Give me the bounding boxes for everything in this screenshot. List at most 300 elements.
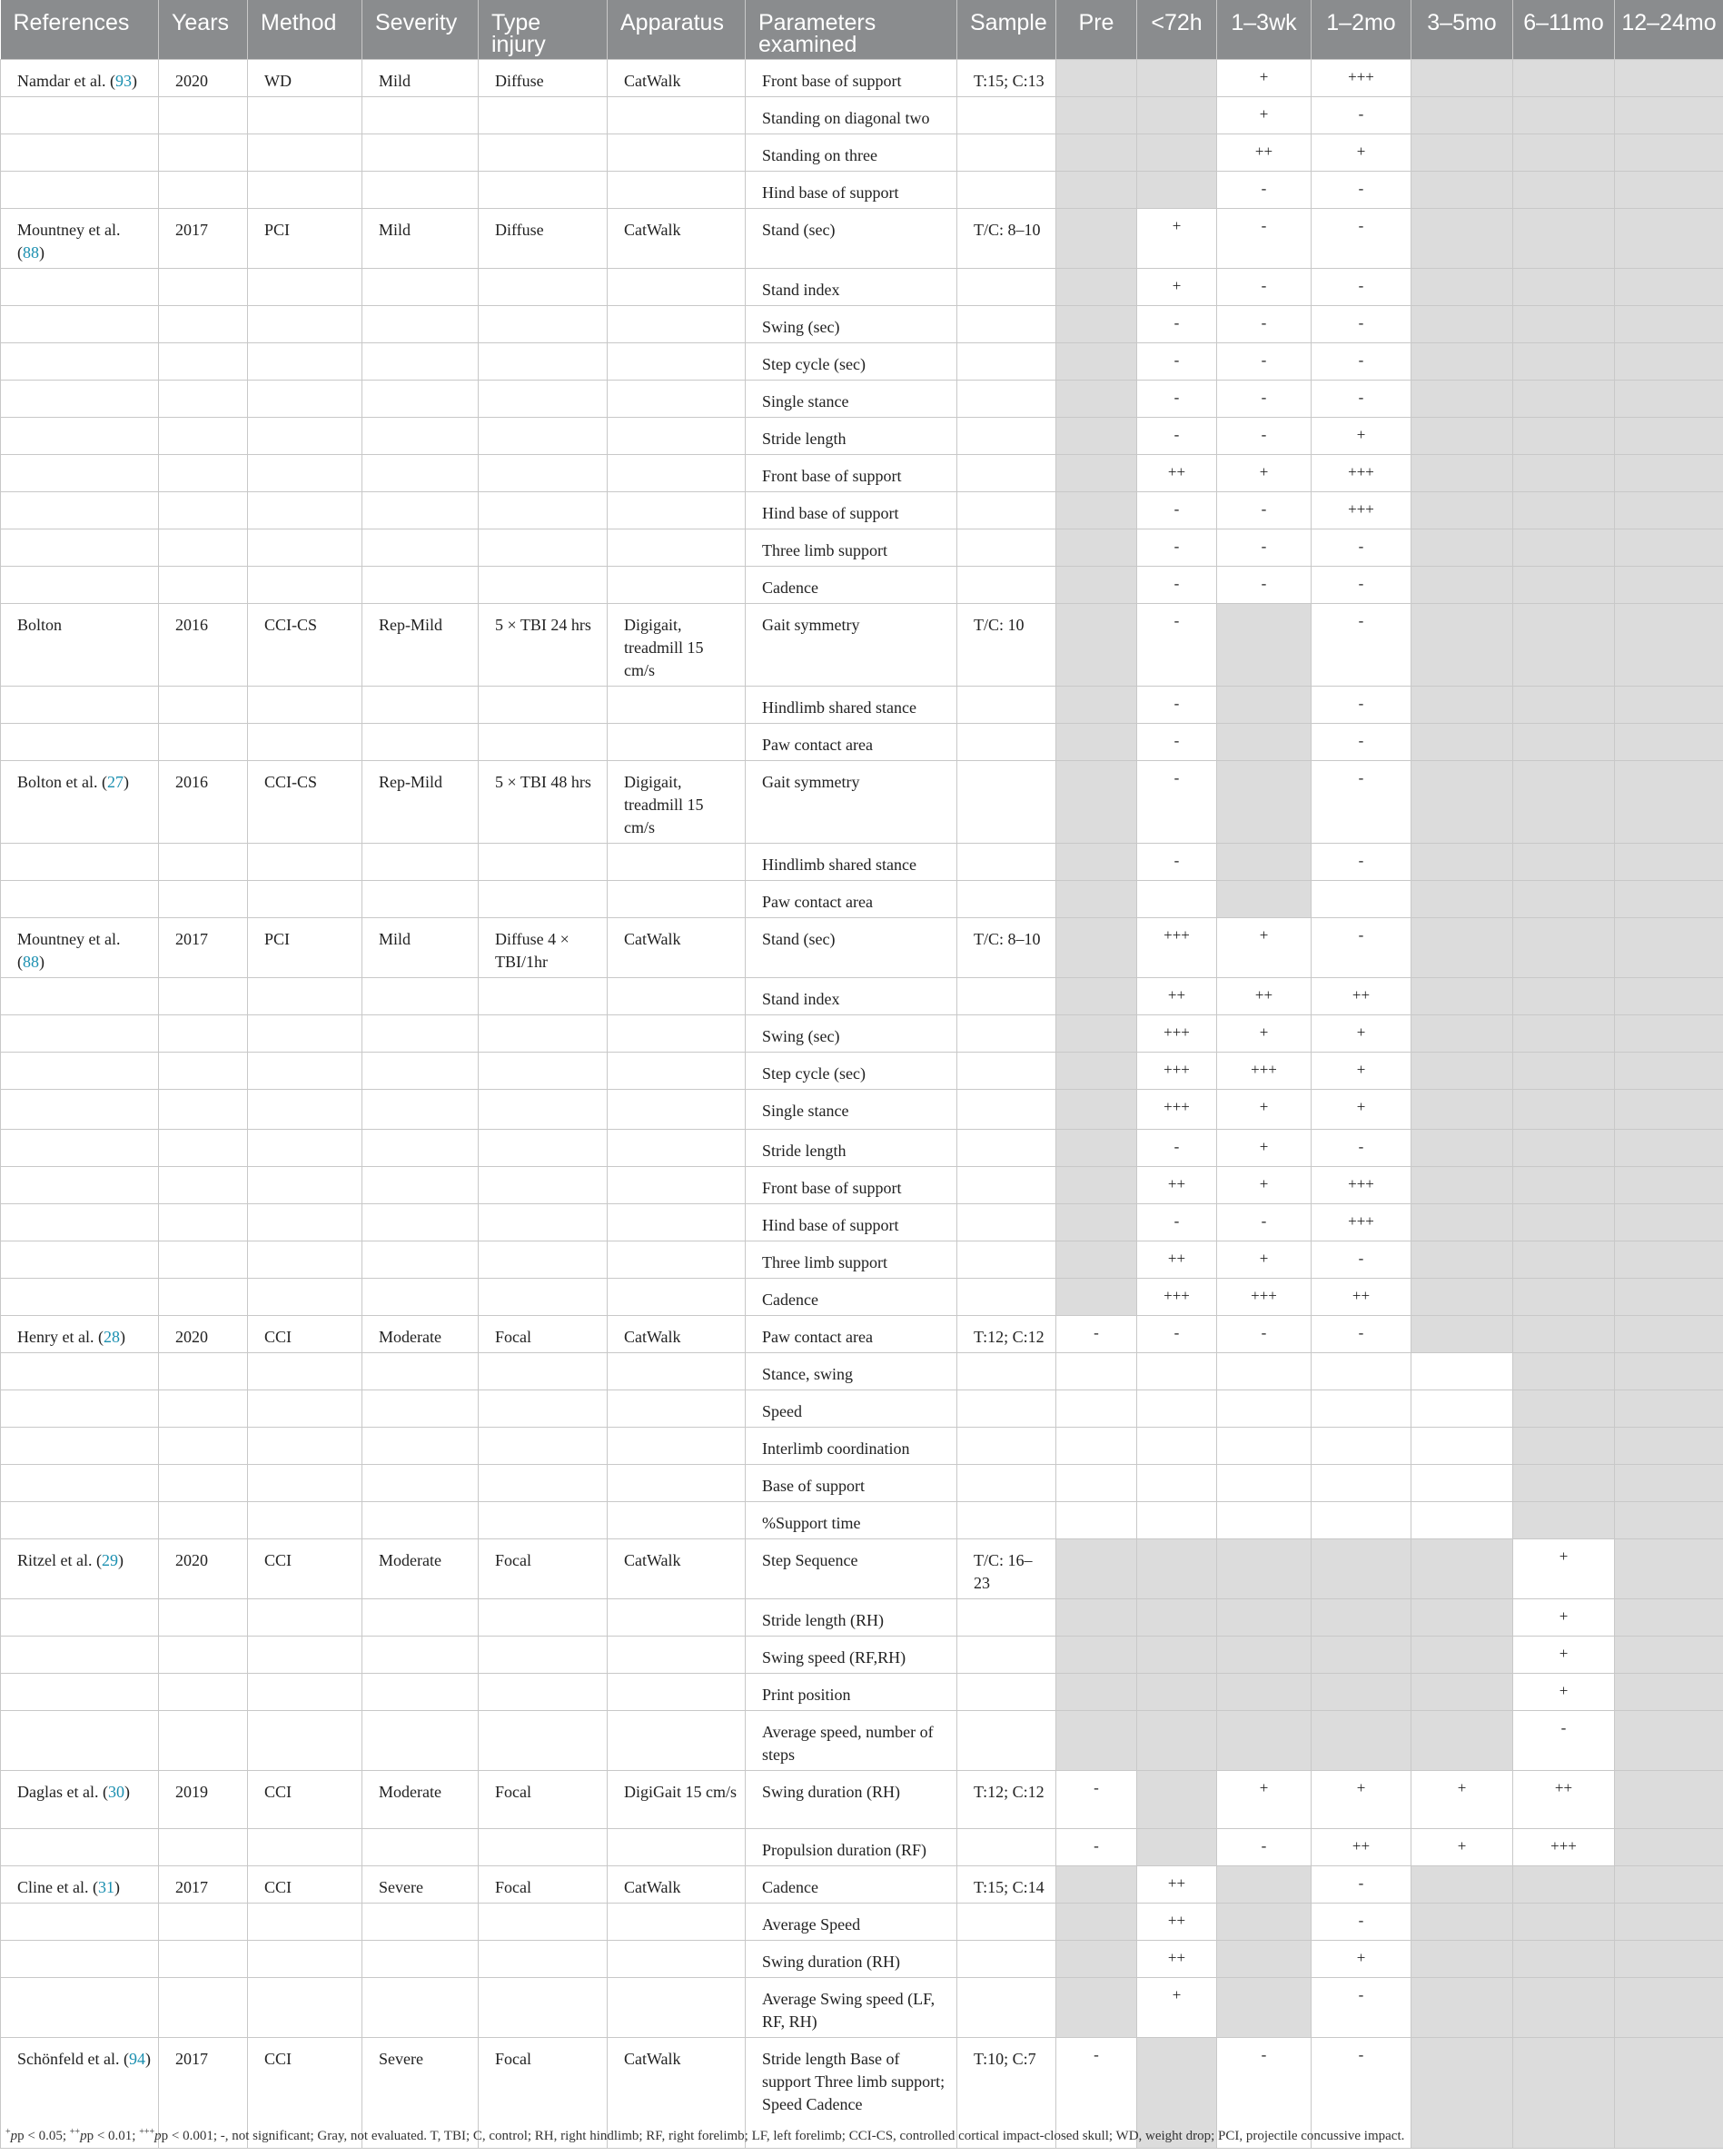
- sample-cell: [957, 1711, 1056, 1771]
- year-cell: [159, 1829, 248, 1866]
- measure-pre: [1056, 761, 1137, 844]
- severity-cell: [362, 1130, 479, 1167]
- method-cell: [248, 381, 362, 418]
- measure-6-11mo: [1513, 529, 1615, 567]
- measure-1-2mo: -: [1312, 1316, 1411, 1353]
- measure-1-3wk: [1217, 604, 1312, 687]
- measure-3-5mo: [1411, 306, 1513, 343]
- measure-6-11mo: [1513, 1316, 1615, 1353]
- measure-12-24mo: [1615, 1015, 1723, 1053]
- apparatus-cell: [608, 1599, 746, 1637]
- measure-6-11mo: [1513, 381, 1615, 418]
- measure-6-11mo: [1513, 1053, 1615, 1090]
- type-injury-cell: [479, 1502, 608, 1539]
- measure-12-24mo: [1615, 209, 1723, 269]
- footnote-sym-2: ++: [69, 2127, 81, 2137]
- method-cell: CCI-CS: [248, 604, 362, 687]
- col-years: Years: [159, 0, 248, 60]
- reference-number[interactable]: 27: [106, 773, 124, 791]
- reference-number[interactable]: 93: [114, 72, 132, 90]
- measure-1-3wk: -: [1217, 1316, 1312, 1353]
- severity-cell: [362, 306, 479, 343]
- measure-1-3wk: [1217, 1428, 1312, 1465]
- reference-author: Namdar et al. (: [17, 72, 115, 90]
- table-row: [1, 1829, 1723, 1866]
- apparatus-cell: CatWalk: [608, 60, 746, 97]
- type-injury-cell: [479, 881, 608, 918]
- measure-12-24mo: [1615, 381, 1723, 418]
- reference-close: ): [117, 1551, 124, 1569]
- reference-cell: [1, 1015, 159, 1053]
- measure-pre: [1056, 1204, 1137, 1241]
- measure-6-11mo: [1513, 492, 1615, 529]
- reference-close: ): [119, 1328, 125, 1346]
- parameter-cell: Paw contact area: [746, 881, 957, 918]
- sample-cell: [957, 567, 1056, 604]
- measure-pre: [1056, 1053, 1137, 1090]
- parameter-cell: Front base of support: [746, 455, 957, 492]
- measure-pre: [1056, 343, 1137, 381]
- table-row: [1, 529, 1723, 567]
- severity-cell: [362, 1904, 479, 1941]
- year-cell: [159, 1015, 248, 1053]
- measure-lt72h: -: [1137, 604, 1217, 687]
- measure-pre: [1056, 60, 1137, 97]
- measure-lt72h: +++: [1137, 918, 1217, 978]
- measure-3-5mo: [1411, 567, 1513, 604]
- measure-3-5mo: [1411, 343, 1513, 381]
- measure-6-11mo: +: [1513, 1674, 1615, 1711]
- col-1-3wk: 1–3wk: [1217, 0, 1312, 60]
- table-row: [1, 209, 1723, 269]
- sample-cell: [957, 418, 1056, 455]
- method-cell: [248, 1090, 362, 1130]
- col-12-24mo: 12–24mo: [1615, 0, 1723, 60]
- measure-lt72h: [1137, 1390, 1217, 1428]
- reference-cell: [1, 60, 159, 97]
- measure-1-3wk: +++: [1217, 1279, 1312, 1316]
- reference-cell: [1, 418, 159, 455]
- reference-cell: [1, 455, 159, 492]
- measure-pre: [1056, 881, 1137, 918]
- severity-cell: [362, 1428, 479, 1465]
- col-6-11mo: 6–11mo: [1513, 0, 1615, 60]
- table-row: [1, 172, 1723, 209]
- measure-pre: [1056, 978, 1137, 1015]
- apparatus-cell: [608, 1428, 746, 1465]
- measure-1-2mo: -: [1312, 269, 1411, 306]
- sample-cell: T/C: 8–10: [957, 209, 1056, 269]
- measure-1-3wk: -: [1217, 209, 1312, 269]
- severity-cell: [362, 1829, 479, 1866]
- sample-cell: [957, 492, 1056, 529]
- year-cell: 2020: [159, 1539, 248, 1599]
- measure-12-24mo: [1615, 761, 1723, 844]
- sample-cell: [957, 1390, 1056, 1428]
- reference-cell: [1, 1167, 159, 1204]
- method-cell: [248, 1428, 362, 1465]
- apparatus-cell: [608, 978, 746, 1015]
- apparatus-cell: [608, 1167, 746, 1204]
- apparatus-cell: [608, 97, 746, 134]
- sample-cell: [957, 1167, 1056, 1204]
- reference-author: Ritzel et al. (: [17, 1551, 102, 1569]
- measure-lt72h: -: [1137, 761, 1217, 844]
- measure-lt72h: [1137, 1711, 1217, 1771]
- apparatus-cell: [608, 1904, 746, 1941]
- method-cell: [248, 1637, 362, 1674]
- measure-1-2mo: +: [1312, 1941, 1411, 1978]
- measure-3-5mo: [1411, 1637, 1513, 1674]
- measure-1-3wk: -: [1217, 306, 1312, 343]
- method-cell: [248, 343, 362, 381]
- measure-3-5mo: [1411, 381, 1513, 418]
- year-cell: [159, 97, 248, 134]
- reference-cell: [1, 1090, 159, 1130]
- sample-cell: [957, 1637, 1056, 1674]
- year-cell: [159, 172, 248, 209]
- measure-1-3wk: [1217, 1904, 1312, 1941]
- measure-6-11mo: [1513, 1353, 1615, 1390]
- measure-6-11mo: [1513, 604, 1615, 687]
- parameter-cell: Swing duration (RH): [746, 1771, 957, 1829]
- severity-cell: [362, 1053, 479, 1090]
- measure-12-24mo: [1615, 1465, 1723, 1502]
- measure-3-5mo: [1411, 529, 1513, 567]
- method-cell: [248, 1502, 362, 1539]
- parameter-cell: Propulsion duration (RF): [746, 1829, 957, 1866]
- measure-1-3wk: ++: [1217, 978, 1312, 1015]
- year-cell: [159, 1599, 248, 1637]
- measure-1-2mo: -: [1312, 97, 1411, 134]
- measure-6-11mo: +: [1513, 1599, 1615, 1637]
- sample-cell: [957, 844, 1056, 881]
- year-cell: [159, 1053, 248, 1090]
- method-cell: CCI: [248, 2038, 362, 2149]
- measure-12-24mo: [1615, 604, 1723, 687]
- measure-1-3wk: [1217, 1866, 1312, 1904]
- measure-6-11mo: [1513, 1090, 1615, 1130]
- col-lt72h: <72h: [1137, 0, 1217, 60]
- measure-pre: [1056, 1866, 1137, 1904]
- measure-12-24mo: [1615, 1204, 1723, 1241]
- measure-3-5mo: [1411, 1674, 1513, 1711]
- measure-12-24mo: [1615, 1241, 1723, 1279]
- measure-pre: [1056, 134, 1137, 172]
- year-cell: [159, 978, 248, 1015]
- measure-1-2mo: -: [1312, 209, 1411, 269]
- measure-1-2mo: -: [1312, 1866, 1411, 1904]
- measure-1-2mo: -: [1312, 529, 1411, 567]
- type-injury-cell: [479, 1053, 608, 1090]
- measure-6-11mo: [1513, 1390, 1615, 1428]
- measure-1-2mo: -: [1312, 761, 1411, 844]
- reference-number[interactable]: 88: [23, 953, 39, 971]
- measure-3-5mo: [1411, 918, 1513, 978]
- reference-author: Schönfeld et al. (: [17, 2050, 129, 2068]
- measure-lt72h: ++: [1137, 1241, 1217, 1279]
- sample-cell: [957, 724, 1056, 761]
- table-row: [1, 918, 1723, 978]
- measure-pre: -: [1056, 1771, 1137, 1829]
- measure-pre: -: [1056, 2038, 1137, 2149]
- parameter-cell: Cadence: [746, 1279, 957, 1316]
- measure-1-2mo: [1312, 1353, 1411, 1390]
- severity-cell: [362, 455, 479, 492]
- parameter-cell: Stride length: [746, 1130, 957, 1167]
- type-injury-cell: [479, 687, 608, 724]
- measure-12-24mo: [1615, 269, 1723, 306]
- type-injury-cell: [479, 1978, 608, 2038]
- measure-pre: [1056, 1353, 1137, 1390]
- measure-pre: [1056, 1904, 1137, 1941]
- reference-number[interactable]: 30: [107, 1783, 124, 1801]
- year-cell: [159, 269, 248, 306]
- measure-1-3wk: -: [1217, 172, 1312, 209]
- reference-author: Henry et al. (: [17, 1328, 104, 1346]
- type-injury-cell: [479, 1465, 608, 1502]
- measure-lt72h: -: [1137, 343, 1217, 381]
- year-cell: 2017: [159, 1866, 248, 1904]
- type-injury-cell: [479, 1637, 608, 1674]
- measure-3-5mo: [1411, 1130, 1513, 1167]
- type-injury-cell: [479, 1599, 608, 1637]
- measure-lt72h: -: [1137, 844, 1217, 881]
- parameter-cell: Speed: [746, 1390, 957, 1428]
- type-injury-cell: [479, 1941, 608, 1978]
- measure-lt72h: +: [1137, 1978, 1217, 2038]
- measure-lt72h: -: [1137, 1204, 1217, 1241]
- table-row: [1, 134, 1723, 172]
- table-footnote: +pp < 0.05; ++pp < 0.01; +++pp < 0.001; -, not significant; Gray, not evaluated. T, TBI; C, control; RH, right hindlimb; RF, right forelimb; LF, left forelimb; CCI-CS, controlled cortical impact-closed skull; WD, weight drop; PCI, projectile concussive impact.: [5, 2127, 1405, 2143]
- table-row: [1, 978, 1723, 1015]
- type-injury-cell: [479, 1829, 608, 1866]
- reference-cell: [1, 1941, 159, 1978]
- method-cell: [248, 1904, 362, 1941]
- type-injury-cell: [479, 1711, 608, 1771]
- measure-6-11mo: [1513, 881, 1615, 918]
- reference-number[interactable]: 31: [97, 1878, 114, 1896]
- measure-6-11mo: [1513, 1502, 1615, 1539]
- measure-12-24mo: [1615, 97, 1723, 134]
- measure-3-5mo: [1411, 1465, 1513, 1502]
- measure-1-2mo: [1312, 1428, 1411, 1465]
- type-injury-cell: [479, 455, 608, 492]
- measure-12-24mo: [1615, 60, 1723, 97]
- sample-cell: T:15; C:13: [957, 60, 1056, 97]
- measure-pre: [1056, 306, 1137, 343]
- measure-6-11mo: -: [1513, 1711, 1615, 1771]
- measure-lt72h: [1137, 172, 1217, 209]
- method-cell: [248, 1390, 362, 1428]
- measure-3-5mo: [1411, 1241, 1513, 1279]
- measure-3-5mo: [1411, 844, 1513, 881]
- type-injury-cell: Focal: [479, 2038, 608, 2149]
- parameter-cell: Base of support: [746, 1465, 957, 1502]
- measure-3-5mo: [1411, 1353, 1513, 1390]
- reference-cell: [1, 1130, 159, 1167]
- parameter-cell: Print position: [746, 1674, 957, 1711]
- measure-lt72h: [1137, 1539, 1217, 1599]
- table-row: [1, 567, 1723, 604]
- year-cell: [159, 1502, 248, 1539]
- table-row: [1, 1502, 1723, 1539]
- measure-12-24mo: [1615, 1829, 1723, 1866]
- measure-3-5mo: [1411, 60, 1513, 97]
- measure-1-3wk: [1217, 1711, 1312, 1771]
- reference-cell: [1, 97, 159, 134]
- measure-6-11mo: +++: [1513, 1829, 1615, 1866]
- reference-cell: [1, 724, 159, 761]
- measure-1-3wk: ++: [1217, 134, 1312, 172]
- parameter-cell: Average Swing speed (LF, RF, RH): [746, 1978, 957, 2038]
- type-injury-cell: Focal: [479, 1539, 608, 1599]
- measure-1-3wk: [1217, 881, 1312, 918]
- method-cell: [248, 97, 362, 134]
- parameter-cell: Paw contact area: [746, 1316, 957, 1353]
- method-cell: CCI: [248, 1771, 362, 1829]
- method-cell: [248, 529, 362, 567]
- sample-cell: [957, 134, 1056, 172]
- year-cell: [159, 492, 248, 529]
- sample-cell: [957, 978, 1056, 1015]
- parameter-cell: Stand index: [746, 978, 957, 1015]
- severity-cell: [362, 978, 479, 1015]
- measure-lt72h: [1137, 1428, 1217, 1465]
- sample-cell: [957, 1978, 1056, 2038]
- reference-cell: [1, 978, 159, 1015]
- table-row: [1, 1428, 1723, 1465]
- measure-lt72h: +++: [1137, 1090, 1217, 1130]
- measure-1-3wk: [1217, 1390, 1312, 1428]
- sample-cell: [957, 1015, 1056, 1053]
- apparatus-cell: [608, 1502, 746, 1539]
- parameter-cell: Three limb support: [746, 529, 957, 567]
- sample-cell: [957, 1053, 1056, 1090]
- severity-cell: Mild: [362, 918, 479, 978]
- measure-12-24mo: [1615, 881, 1723, 918]
- reference-cell: [1, 492, 159, 529]
- measure-6-11mo: [1513, 418, 1615, 455]
- method-cell: [248, 306, 362, 343]
- measure-pre: [1056, 418, 1137, 455]
- parameter-cell: Standing on three: [746, 134, 957, 172]
- measure-12-24mo: [1615, 567, 1723, 604]
- apparatus-cell: CatWalk: [608, 1866, 746, 1904]
- reference-cell: [1, 1390, 159, 1428]
- measure-6-11mo: [1513, 1279, 1615, 1316]
- method-cell: CCI: [248, 1866, 362, 1904]
- type-injury-cell: [479, 492, 608, 529]
- measure-pre: [1056, 1390, 1137, 1428]
- measure-1-2mo: -: [1312, 1130, 1411, 1167]
- measure-6-11mo: [1513, 455, 1615, 492]
- measure-1-3wk: -: [1217, 1204, 1312, 1241]
- measure-1-2mo: -: [1312, 1904, 1411, 1941]
- measure-3-5mo: [1411, 1978, 1513, 2038]
- table-row: [1, 1637, 1723, 1674]
- severity-cell: [362, 567, 479, 604]
- reference-cell: [1, 1637, 159, 1674]
- measure-lt72h: -: [1137, 381, 1217, 418]
- table-row: [1, 1279, 1723, 1316]
- parameter-cell: Swing (sec): [746, 306, 957, 343]
- table-row: [1, 1978, 1723, 2038]
- measure-1-3wk: [1217, 844, 1312, 881]
- table-row: [1, 1866, 1723, 1904]
- sample-cell: T:12; C:12: [957, 1771, 1056, 1829]
- measure-lt72h: -: [1137, 492, 1217, 529]
- measure-3-5mo: [1411, 1390, 1513, 1428]
- measure-6-11mo: [1513, 1241, 1615, 1279]
- measure-lt72h: [1137, 1829, 1217, 1866]
- type-injury-cell: [479, 172, 608, 209]
- measure-12-24mo: [1615, 418, 1723, 455]
- type-injury-cell: [479, 978, 608, 1015]
- reference-number[interactable]: 29: [101, 1551, 118, 1569]
- measure-1-2mo: ++: [1312, 1829, 1411, 1866]
- measure-6-11mo: [1513, 97, 1615, 134]
- apparatus-cell: [608, 881, 746, 918]
- reference-cell: [1, 1428, 159, 1465]
- reference-cell: [1, 1539, 159, 1599]
- measure-pre: [1056, 604, 1137, 687]
- apparatus-cell: Digigait, treadmill 15 cm/s: [608, 604, 746, 687]
- sample-cell: T:10; C:7: [957, 2038, 1056, 2149]
- measure-6-11mo: +: [1513, 1539, 1615, 1599]
- severity-cell: [362, 1167, 479, 1204]
- reference-close: ): [144, 2050, 151, 2068]
- reference-cell: [1, 1599, 159, 1637]
- reference-author: Bolton: [17, 616, 63, 634]
- measure-1-2mo: -: [1312, 1978, 1411, 2038]
- table-row: [1, 604, 1723, 687]
- footnote-text-3: p < 0.001; -, not significant; Gray, not evaluated. T, TBI; C, control; RH, right hindlimb; RF, right forelimb; LF, left forelimb; CCI-CS, controlled cortical impact-closed skull; WD, weight drop; PCI, projectile concussive impact.: [161, 2129, 1405, 2143]
- year-cell: [159, 844, 248, 881]
- method-cell: CCI: [248, 1539, 362, 1599]
- severity-cell: [362, 1711, 479, 1771]
- table-row: [1, 1353, 1723, 1390]
- measure-pre: [1056, 1167, 1137, 1204]
- reference-number[interactable]: 94: [128, 2050, 145, 2068]
- measure-lt72h: ++: [1137, 1866, 1217, 1904]
- reference-cell: [1, 172, 159, 209]
- measure-3-5mo: [1411, 1053, 1513, 1090]
- measure-1-2mo: -: [1312, 567, 1411, 604]
- measure-1-3wk: -: [1217, 492, 1312, 529]
- method-cell: [248, 1353, 362, 1390]
- year-cell: [159, 343, 248, 381]
- type-injury-cell: [479, 97, 608, 134]
- measure-1-3wk: [1217, 761, 1312, 844]
- parameter-cell: Step Sequence: [746, 1539, 957, 1599]
- measure-1-3wk: +: [1217, 1771, 1312, 1829]
- measure-1-2mo: [1312, 1502, 1411, 1539]
- table-row: [1, 1771, 1723, 1829]
- sample-cell: [957, 1428, 1056, 1465]
- measure-6-11mo: [1513, 209, 1615, 269]
- measure-6-11mo: [1513, 343, 1615, 381]
- measure-12-24mo: [1615, 1090, 1723, 1130]
- reference-number[interactable]: 28: [103, 1328, 120, 1346]
- measure-1-3wk: -: [1217, 418, 1312, 455]
- measure-12-24mo: [1615, 2038, 1723, 2149]
- year-cell: 2020: [159, 1316, 248, 1353]
- measure-1-3wk: -: [1217, 381, 1312, 418]
- reference-number[interactable]: 88: [23, 243, 39, 262]
- year-cell: 2019: [159, 1771, 248, 1829]
- type-injury-cell: [479, 1279, 608, 1316]
